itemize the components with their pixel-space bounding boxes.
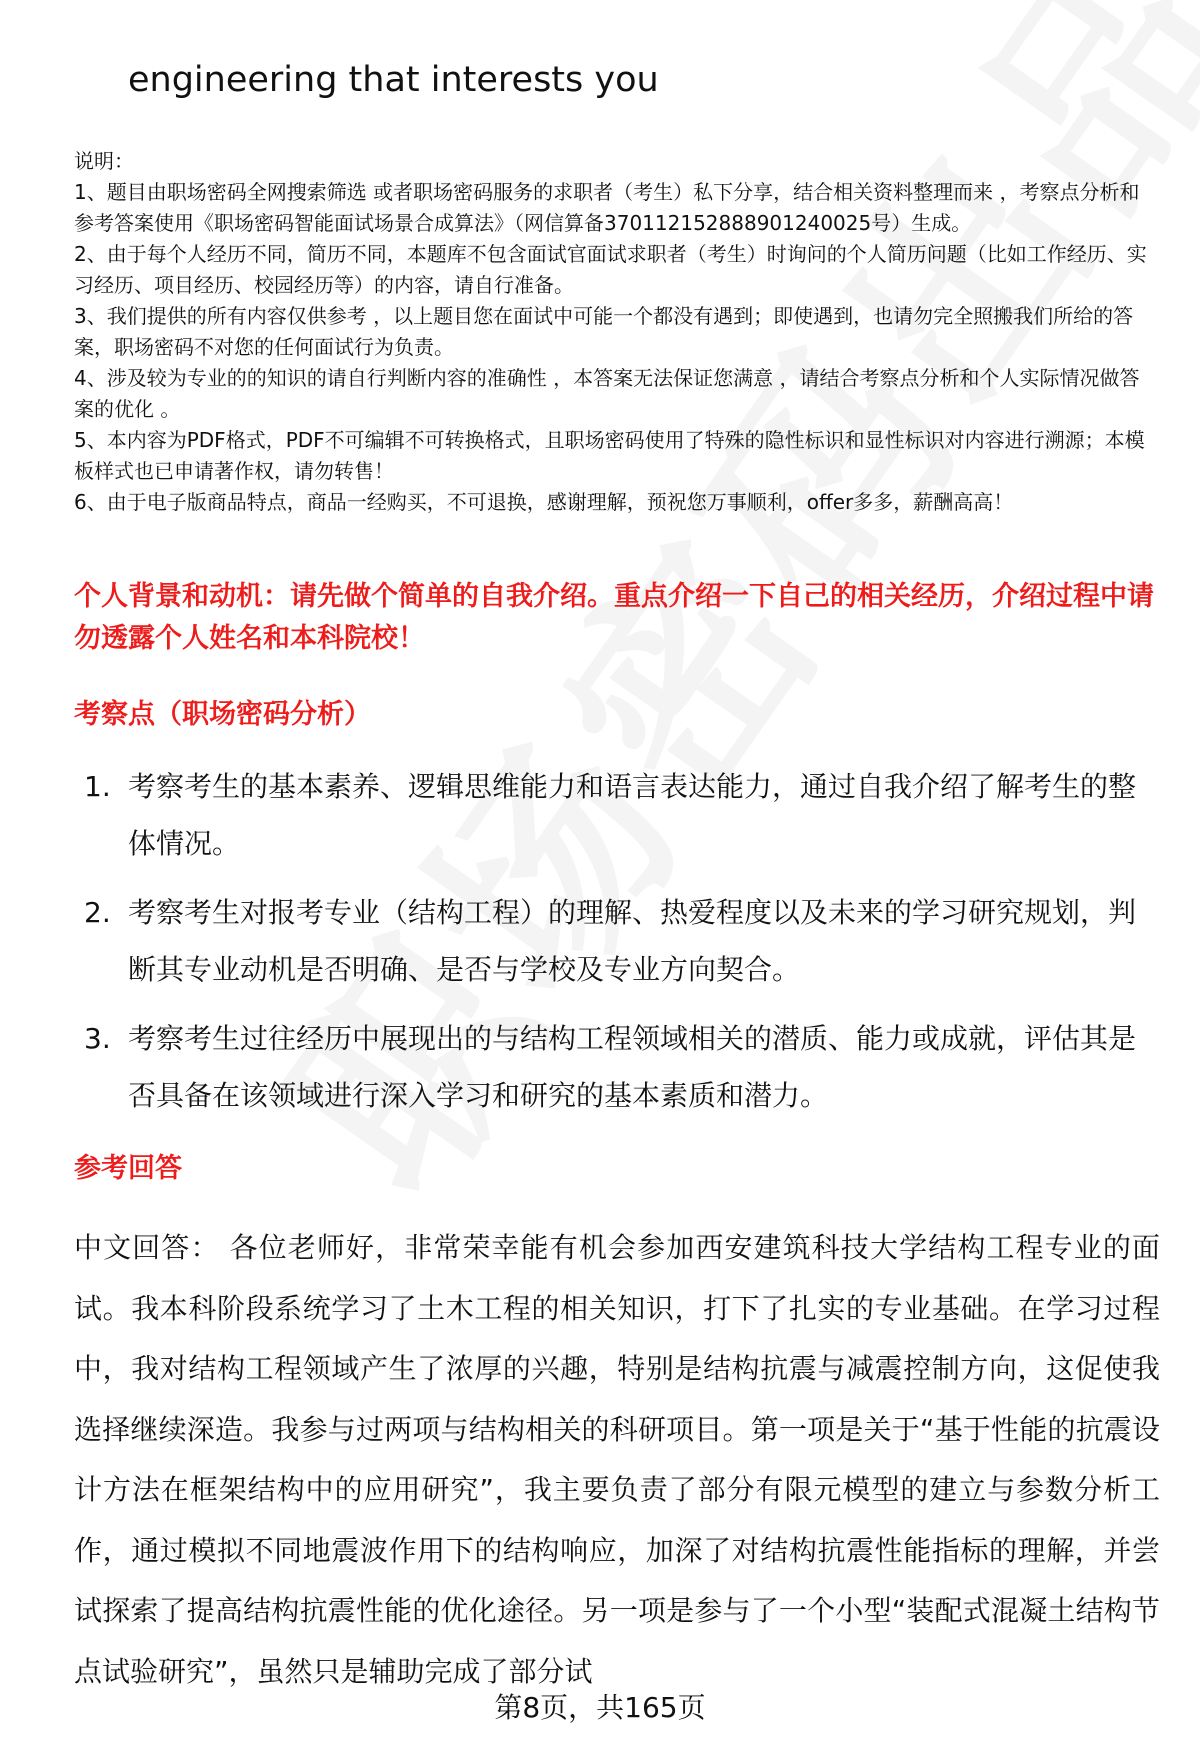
note-item: 4、涉及较为专业的的知识的请自行判断内容的准确性 ，本答案无法保证您满意 ，请结合考察点分析和个人实际情况做答案的优化 。: [74, 366, 1140, 421]
note-item: 1、题目由职场密码全网搜索筛选 或者职场密码服务的求职者（考生）私下分享，结合相关资料整理而来 ，考察点分析和参考答案使用《职场密码智能面试场景合成算法》（网信算备370112152888901240025号）生成。: [74, 180, 1140, 235]
list-number: 3.: [84, 1022, 111, 1055]
interview-question: 个人背景和动机：请先做个简单的自我介绍。重点介绍一下自己的相关经历，介绍过程中请勿透露个人姓名和本科院校！: [74, 581, 1154, 654]
page-number: 第8页，共165页: [494, 1691, 706, 1724]
reference-title: 参考回答: [74, 1153, 182, 1184]
note-item: 5、本内容为PDF格式，PDF不可编辑不可转换格式，且职场密码使用了特殊的隐性标识和显性标识对内容进行溯源；本模板样式也已申请著作权，请勿转售！: [74, 428, 1145, 483]
list-item: [74, 1010, 1154, 1124]
list-item: [74, 758, 1154, 872]
note-item: 2、由于每个人经历不同，简历不同，本题库不包含面试官面试求职者（考生）时询问的个人简历问题（比如工作经历、实习经历、项目经历、校园经历等）的内容，请自行准备。: [74, 242, 1147, 297]
list-number: 2.: [84, 896, 111, 929]
list-text: 考察考生对报考专业（结构工程）的理解、热爱程度以及未来的学习研究规划，判断其专业动机是否明确、是否与学校及专业方向契合。: [128, 896, 1137, 986]
note-item: 3、我们提供的所有内容仅供参考 ，以上题目您在面试中可能一个都没有遇到；即使遇到，也请勿完全照搬我们所给的答案，职场密码不对您的任何面试行为负责。: [74, 304, 1134, 359]
reference-answer: 中文回答： 各位老师好，非常荣幸能有机会参加西安建筑科技大学结构工程专业的面试。我本科阶段系统学习了土木工程的相关知识，打下了扎实的专业基础。在学习过程中，我对结构工程领域产生了浓厚的兴趣，特别是结构抗震与减震控制方向，这促使我选择继续深造。我参与过两项与结构相关的科研项目。第一项是关于“基于性能的抗震设计方法在框架结构中的应用研究”，我主要负责了部分有限元模型的建立与参数分析工作，通过模拟不同地震波作用下的结构响应，加深了对结构抗震性能指标的理解，并尝试探索了提高结构抗震性能的优化途径。另一项是参与了一个小型“装配式混凝土结构节点试验研究”，虽然只是辅助完成了部分试: [74, 1231, 1160, 1688]
analysis-points: [74, 758, 1154, 1136]
analysis-title: 考察点（职场密码分析）: [74, 699, 371, 730]
carry-over-text: engineering that interests you: [128, 60, 659, 100]
list-number: 1.: [84, 770, 111, 803]
list-item: [74, 884, 1154, 998]
list-text: 考察考生过往经历中展现出的与结构工程领域相关的潜质、能力或成就，评估其是否具备在该领域进行深入学习和研究的基本素质和潜力。: [128, 1022, 1137, 1112]
list-text: 考察考生的基本素养、逻辑思维能力和语言表达能力，通过自我介绍了解考生的整体情况。: [128, 770, 1137, 860]
notes-heading: 说明：: [74, 149, 134, 173]
disclaimer-notes: [74, 146, 1154, 518]
note-item: 6、由于电子版商品特点，商品一经购买，不可退换，感谢理解，预祝您万事顺利，offer多多，薪酬高高！: [74, 490, 1014, 514]
